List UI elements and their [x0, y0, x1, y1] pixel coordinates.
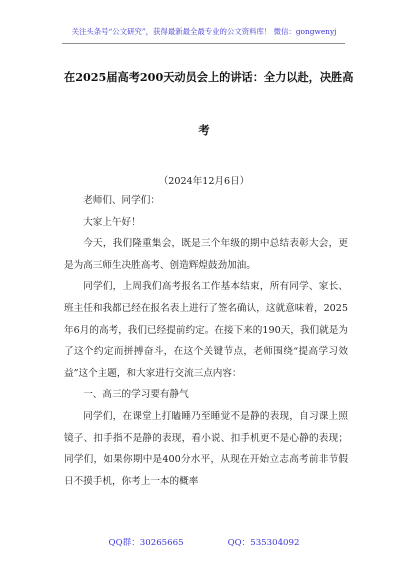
document-date: （2024年12月6日） [158, 176, 250, 187]
paragraph-salutation: 老师们、同学们： [83, 195, 160, 206]
document-title-line-2: 考 [198, 123, 210, 137]
header-banner: 关注头条号“公文研究”，获得最新最全最专业的公文资料库！ 微信：gongwenyj [71, 27, 337, 36]
document-body [64, 190, 348, 492]
paragraph-intro: 今天，我们隆重集会，既是三个年级的期中总结表彰大会，更是为高三师生决胜高考、创造辉煌鼓劲加油。 [64, 238, 348, 271]
paragraph-background: 同学们，上周我们高考报名工作基本结束，所有同学、家长、班主任和我都已经在报名表上进行了签名确认，这就意味着，2025年6月的高考，我们已经提前约定。在接下来的190天，我们就是为了这个约定而拼搏奋斗，在这个关键节点，老师围绕“提高学习效益”这个主题，和大家进行交流三点内容： [64, 281, 348, 379]
footer-contact [0, 536, 408, 548]
paragraph-section-1: 同学们，在课堂上打瞌睡乃至睡觉不是静的表现，自习课上照镜子、扣手指不是静的表现，看小说、扣手机更不是心静的表现；同学们，如果你期中是400分水平，从现在开始立志高考前非节假日不摸手机，你考上一本的概率 [64, 410, 348, 487]
section-heading-1: 一、高三的学习要有静气 [83, 389, 189, 401]
footer-qq: QQ：535304092 [227, 538, 300, 548]
header-divider [62, 43, 345, 44]
footer-qq-group: QQ群：30265665 [108, 538, 184, 548]
paragraph-greeting: 大家上午好！ [83, 216, 141, 228]
document-title-line-1: 在2025届高考200天动员会上的讲话：全力以赴，决胜高 [64, 70, 354, 84]
